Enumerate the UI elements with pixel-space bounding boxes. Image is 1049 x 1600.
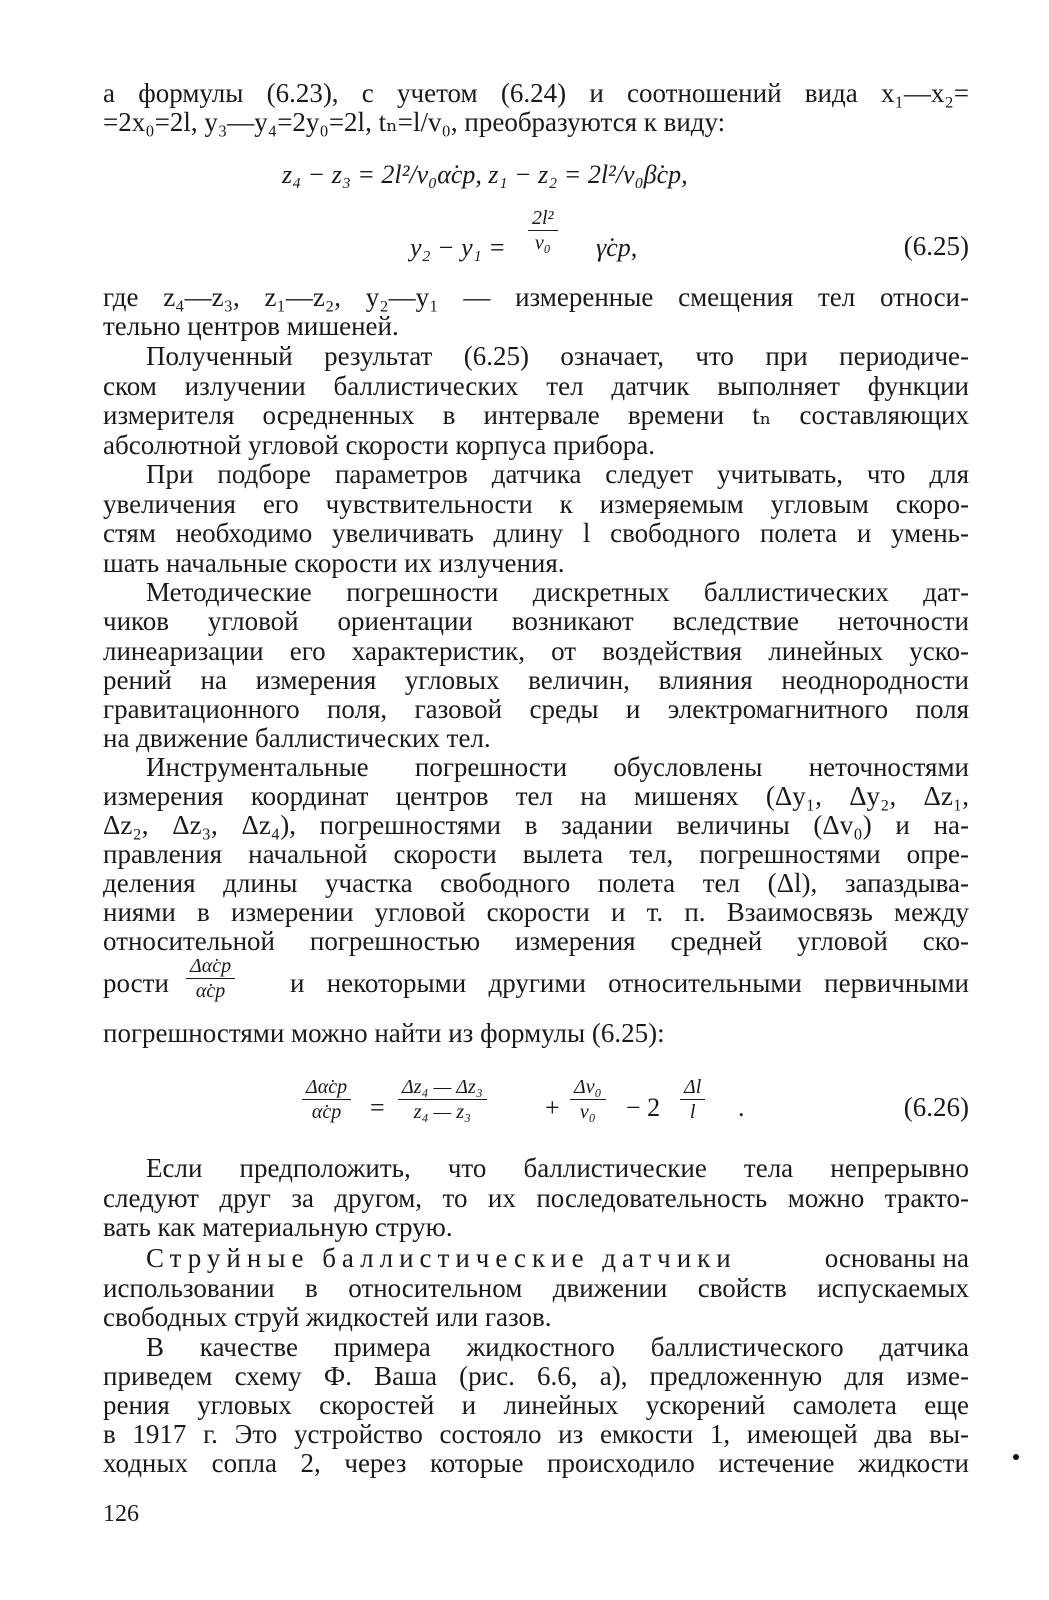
text-line: ском излучении баллистических тел датчик выполняет функции bbox=[103, 371, 969, 401]
text-line: правления начальной скорости вылета тел, погрешностями опре- bbox=[103, 839, 969, 869]
text-fragment: рости bbox=[103, 968, 169, 998]
fraction-numerator: Δz₄ — Δz₃ bbox=[402, 1076, 483, 1098]
text-line: абсолютной угловой скорости корпуса прибора. bbox=[103, 430, 656, 460]
text-line: чиков угловой ориентации возникают вследствие неточности bbox=[103, 606, 969, 636]
equation-6-25-fraction bbox=[528, 206, 558, 255]
fraction-denominator: α̇ср bbox=[195, 980, 226, 1002]
text-line: приведем схему Ф. Ваша (рис. 6.6, а), предложенную для изме- bbox=[103, 1361, 969, 1391]
text-line: использовании в относительном движении свойств испускаемых bbox=[103, 1273, 969, 1303]
fraction-denominator: v₀ bbox=[534, 232, 551, 254]
text-line: ниями в измерении угловой скорости и т. п. Взаимосвязь между bbox=[103, 897, 969, 927]
fraction-numerator: 2l² bbox=[532, 207, 554, 229]
text-line: деления длины участка свободного полета тел (Δl), запаздыва- bbox=[103, 868, 969, 898]
equation-6-26-fraction-4 bbox=[680, 1075, 705, 1124]
equation-6-25-tail: γ̇ср, bbox=[596, 233, 638, 262]
text-line: следуют друг за другом, то их последовательность можно тракто- bbox=[103, 1183, 969, 1213]
equation-6-26-fraction-3 bbox=[570, 1075, 606, 1124]
text-line: В качестве примера жидкостного баллистического датчика bbox=[146, 1332, 969, 1362]
equation-number: (6.25) bbox=[903, 231, 969, 261]
text-line: а формулы (6.23), с учетом (6.24) и соотношений вида x₁—x₂= bbox=[103, 78, 969, 108]
text-line: увеличения его чувствительности к измеряемым угловым скоро- bbox=[103, 489, 969, 519]
scan-speck bbox=[1013, 1454, 1019, 1460]
fraction-denominator: v₀ bbox=[579, 1101, 596, 1123]
text-line: свободных струй жидкостей или газов. bbox=[103, 1302, 552, 1332]
text-line: =2x₀=2l, y₃—y₄=2y₀=2l, tₙ=l/v₀, преобразуются к виду: bbox=[103, 107, 726, 137]
equation-6-26-equals: = bbox=[370, 1093, 385, 1122]
equation-6-26-fraction-1 bbox=[302, 1075, 351, 1124]
text-line: Инструментальные погрешности обусловлены неточностями bbox=[146, 752, 969, 782]
equation-6-26-dot: . bbox=[738, 1093, 745, 1122]
fraction-denominator: z₄ — z₃ bbox=[413, 1101, 471, 1123]
equation-6-26-fraction-2 bbox=[398, 1075, 487, 1124]
text-line: измерения координат центров тел на мишенях (Δy₁, Δy₂, Δz₁, bbox=[103, 781, 969, 811]
equation-6-26-minus: − 2 bbox=[626, 1093, 661, 1122]
text-line: ходных сопла 2, через которые происходило истечение жидкости bbox=[103, 1448, 969, 1478]
text-line: Если предположить, что баллистические тела непрерывно bbox=[146, 1153, 969, 1183]
text-line: рения угловых скоростей и линейных ускорений самолета еще bbox=[103, 1390, 969, 1420]
text-line: в 1917 г. Это устройство состояло из емкости 1, имеющей два вы- bbox=[103, 1419, 969, 1449]
text-line: Полученный результат (6.25) означает, что при периодиче- bbox=[146, 341, 969, 371]
equation-6-25-lhs: y₂ − y₁ = bbox=[410, 233, 506, 262]
text-fragment: и некоторыми другими относительными первичными bbox=[290, 968, 969, 998]
text-line: относительной погрешностью измерения средней угловой ско- bbox=[103, 926, 969, 956]
text-line: линеаризации его характеристик, от воздействия линейных уско- bbox=[103, 636, 969, 666]
equation-number: (6.26) bbox=[903, 1092, 969, 1122]
text-line: гравитационного поля, газовой среды и электромагнитного поля bbox=[103, 694, 969, 724]
text-line: тельно центров мишеней. bbox=[103, 311, 399, 341]
text-line: на движение баллистических тел. bbox=[103, 723, 491, 753]
text-line: измерителя осредненных в интервале времени tₙ составляющих bbox=[103, 400, 969, 430]
text-line: где z₄—z₃, z₁—z₂, y₂—y₁ — измеренные смещения тел относи- bbox=[103, 282, 969, 312]
fraction-numerator: Δv₀ bbox=[574, 1076, 602, 1098]
text-line: вать как материальную струю. bbox=[103, 1212, 453, 1242]
text-line: рений на измерения угловых величин, влияния неоднородности bbox=[103, 665, 969, 695]
page-number: 126 bbox=[103, 1501, 139, 1527]
text-line: шать начальные скорости их излучения. bbox=[103, 548, 565, 578]
fraction-denominator: l bbox=[689, 1101, 696, 1123]
inline-fraction bbox=[186, 954, 235, 1003]
equation-6-25-line-1: z₄ − z₃ = 2l²/v₀α̇ср, z₁ − z₂ = 2l²/v₀β̇ср, bbox=[282, 160, 688, 189]
text-line: погрешностями можно найти из формулы (6.25): bbox=[103, 1018, 665, 1048]
text-line: Δz₂, Δz₃, Δz₄), погрешностями в задании величины (Δv₀) и на- bbox=[103, 810, 969, 840]
fraction-denominator: α̇ср bbox=[311, 1101, 342, 1123]
equation-6-26-plus: + bbox=[545, 1093, 560, 1122]
text-line: При подборе параметров датчика следует учитывать, что для bbox=[146, 459, 969, 489]
fraction-numerator: Δl bbox=[684, 1076, 702, 1098]
fraction-numerator: Δα̇ср bbox=[190, 955, 232, 977]
text-line: стям необходимо увеличивать длину l свободного полета и умень- bbox=[103, 518, 969, 548]
text-line: Методические погрешности дискретных баллистических дат- bbox=[146, 577, 969, 607]
fraction-numerator: Δα̇ср bbox=[306, 1076, 348, 1098]
text-fragment: основаны на bbox=[824, 1243, 969, 1273]
emphasis-term: Струйные баллистические датчики bbox=[146, 1243, 737, 1273]
